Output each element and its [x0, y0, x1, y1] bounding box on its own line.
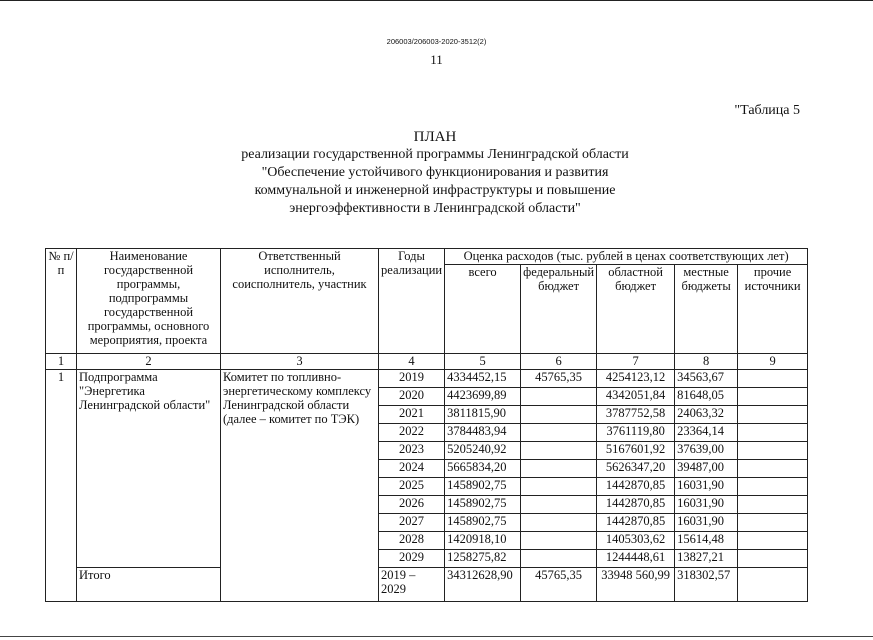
local-cell: 16031,90: [675, 514, 738, 532]
regional-cell: 1405303,62: [597, 532, 675, 550]
summary-other: [738, 568, 808, 602]
other-cell: [738, 442, 808, 460]
total-cell: 3784483,94: [445, 424, 521, 442]
total-cell: 5665834,20: [445, 460, 521, 478]
summary-federal: 45765,35: [521, 568, 597, 602]
header-other: прочие источники: [738, 265, 808, 354]
federal-cell: [521, 424, 597, 442]
year-cell: 2026: [379, 496, 445, 514]
column-number: 7: [597, 354, 675, 370]
federal-cell: [521, 550, 597, 568]
title-line: "Обеспечение устойчивого функционирования и развития: [261, 165, 609, 180]
header-costs-group: Оценка расходов (тыс. рублей в ценах соответствующих лет): [445, 249, 808, 265]
header-regional: областной бюджет: [597, 265, 675, 354]
header-local: местные бюджеты: [675, 265, 738, 354]
regional-cell: 3761119,80: [597, 424, 675, 442]
regional-cell: 4342051,84: [597, 388, 675, 406]
header-federal: федеральный бюджет: [521, 265, 597, 354]
header-row: [46, 249, 808, 265]
title-line: реализации государственной программы Ленинградской области: [241, 147, 629, 162]
federal-cell: [521, 496, 597, 514]
header-years: Годы реализации: [379, 249, 445, 354]
regional-cell: 1244448,61: [597, 550, 675, 568]
regional-cell: 1442870,85: [597, 514, 675, 532]
summary-regional: 33948 560,99: [597, 568, 675, 602]
title-line: энергоэффективности в Ленинградской области": [289, 201, 581, 216]
year-cell: 2028: [379, 532, 445, 550]
local-cell: 16031,90: [675, 496, 738, 514]
regional-cell: 3787752,58: [597, 406, 675, 424]
year-cell: 2020: [379, 388, 445, 406]
column-number: 1: [46, 354, 77, 370]
other-cell: [738, 496, 808, 514]
document-id: 206003/206003-2020-3512(2): [386, 37, 487, 46]
local-cell: 81648,05: [675, 388, 738, 406]
regional-cell: 4254123,12: [597, 370, 675, 388]
table-row: [46, 370, 808, 388]
program-name: Подпрограмма "Энергетика Ленинградской области": [77, 370, 221, 568]
total-cell: 5205240,92: [445, 442, 521, 460]
federal-cell: [521, 460, 597, 478]
other-cell: [738, 550, 808, 568]
other-cell: [738, 460, 808, 478]
column-number: 6: [521, 354, 597, 370]
federal-cell: [521, 388, 597, 406]
local-cell: 23364,14: [675, 424, 738, 442]
year-cell: 2019: [379, 370, 445, 388]
header-name: Наименование государственной программы, подпрограммы государственной программы, основного мероприятия, проекта: [77, 249, 221, 354]
year-cell: 2021: [379, 406, 445, 424]
other-cell: [738, 532, 808, 550]
regional-cell: 1442870,85: [597, 478, 675, 496]
year-cell: 2027: [379, 514, 445, 532]
local-cell: 15614,48: [675, 532, 738, 550]
table-caption: "Таблица 5: [734, 103, 800, 118]
header-num: № п/п: [46, 249, 77, 354]
column-number: 9: [738, 354, 808, 370]
year-cell: 2029: [379, 550, 445, 568]
other-cell: [738, 514, 808, 532]
document-title: [100, 128, 770, 218]
other-cell: [738, 406, 808, 424]
summary-local: 318302,57: [675, 568, 738, 602]
summary-total: 34312628,90: [445, 568, 521, 602]
other-cell: [738, 388, 808, 406]
federal-cell: [521, 406, 597, 424]
federal-cell: [521, 532, 597, 550]
total-cell: 1420918,10: [445, 532, 521, 550]
regional-cell: 5167601,92: [597, 442, 675, 460]
total-cell: 1258275,82: [445, 550, 521, 568]
local-cell: 13827,21: [675, 550, 738, 568]
regional-cell: 1442870,85: [597, 496, 675, 514]
year-cell: 2022: [379, 424, 445, 442]
title-line: ПЛАН: [413, 129, 457, 145]
local-cell: 24063,32: [675, 406, 738, 424]
total-cell: 3811815,90: [445, 406, 521, 424]
total-cell: 1458902,75: [445, 496, 521, 514]
summary-years: 2019 – 2029: [379, 568, 445, 602]
other-cell: [738, 370, 808, 388]
column-number-row: [46, 354, 808, 370]
federal-cell: 45765,35: [521, 370, 597, 388]
column-number: 3: [221, 354, 379, 370]
year-cell: 2024: [379, 460, 445, 478]
year-cell: 2025: [379, 478, 445, 496]
page-bottom-border: [0, 636, 873, 637]
year-cell: 2023: [379, 442, 445, 460]
other-cell: [738, 424, 808, 442]
title-line: коммунальной и инженерной инфраструктуры и повышение: [254, 183, 616, 198]
local-cell: 37639,00: [675, 442, 738, 460]
header-responsible: Ответственный исполнитель, соисполнитель, участник: [221, 249, 379, 354]
local-cell: 16031,90: [675, 478, 738, 496]
responsible-executor: Комитет по топливно-энергетическому комплексу Ленинградской области (далее – комитет по ТЭК): [221, 370, 379, 602]
federal-cell: [521, 514, 597, 532]
local-cell: 34563,67: [675, 370, 738, 388]
total-cell: 1458902,75: [445, 478, 521, 496]
local-cell: 39487,00: [675, 460, 738, 478]
total-cell: 1458902,75: [445, 514, 521, 532]
summary-label: Итого: [77, 568, 221, 602]
regional-cell: 5626347,20: [597, 460, 675, 478]
page-top-border: [0, 0, 873, 1]
federal-cell: [521, 442, 597, 460]
column-number: 2: [77, 354, 221, 370]
total-cell: 4423699,89: [445, 388, 521, 406]
plan-table: [45, 248, 808, 602]
column-number: 8: [675, 354, 738, 370]
page-number: 11: [430, 52, 443, 67]
column-number: 4: [379, 354, 445, 370]
federal-cell: [521, 478, 597, 496]
other-cell: [738, 478, 808, 496]
summary-row: [46, 568, 808, 602]
total-cell: 4334452,15: [445, 370, 521, 388]
header-total: всего: [445, 265, 521, 354]
column-number: 5: [445, 354, 521, 370]
row-number: 1: [46, 370, 77, 602]
